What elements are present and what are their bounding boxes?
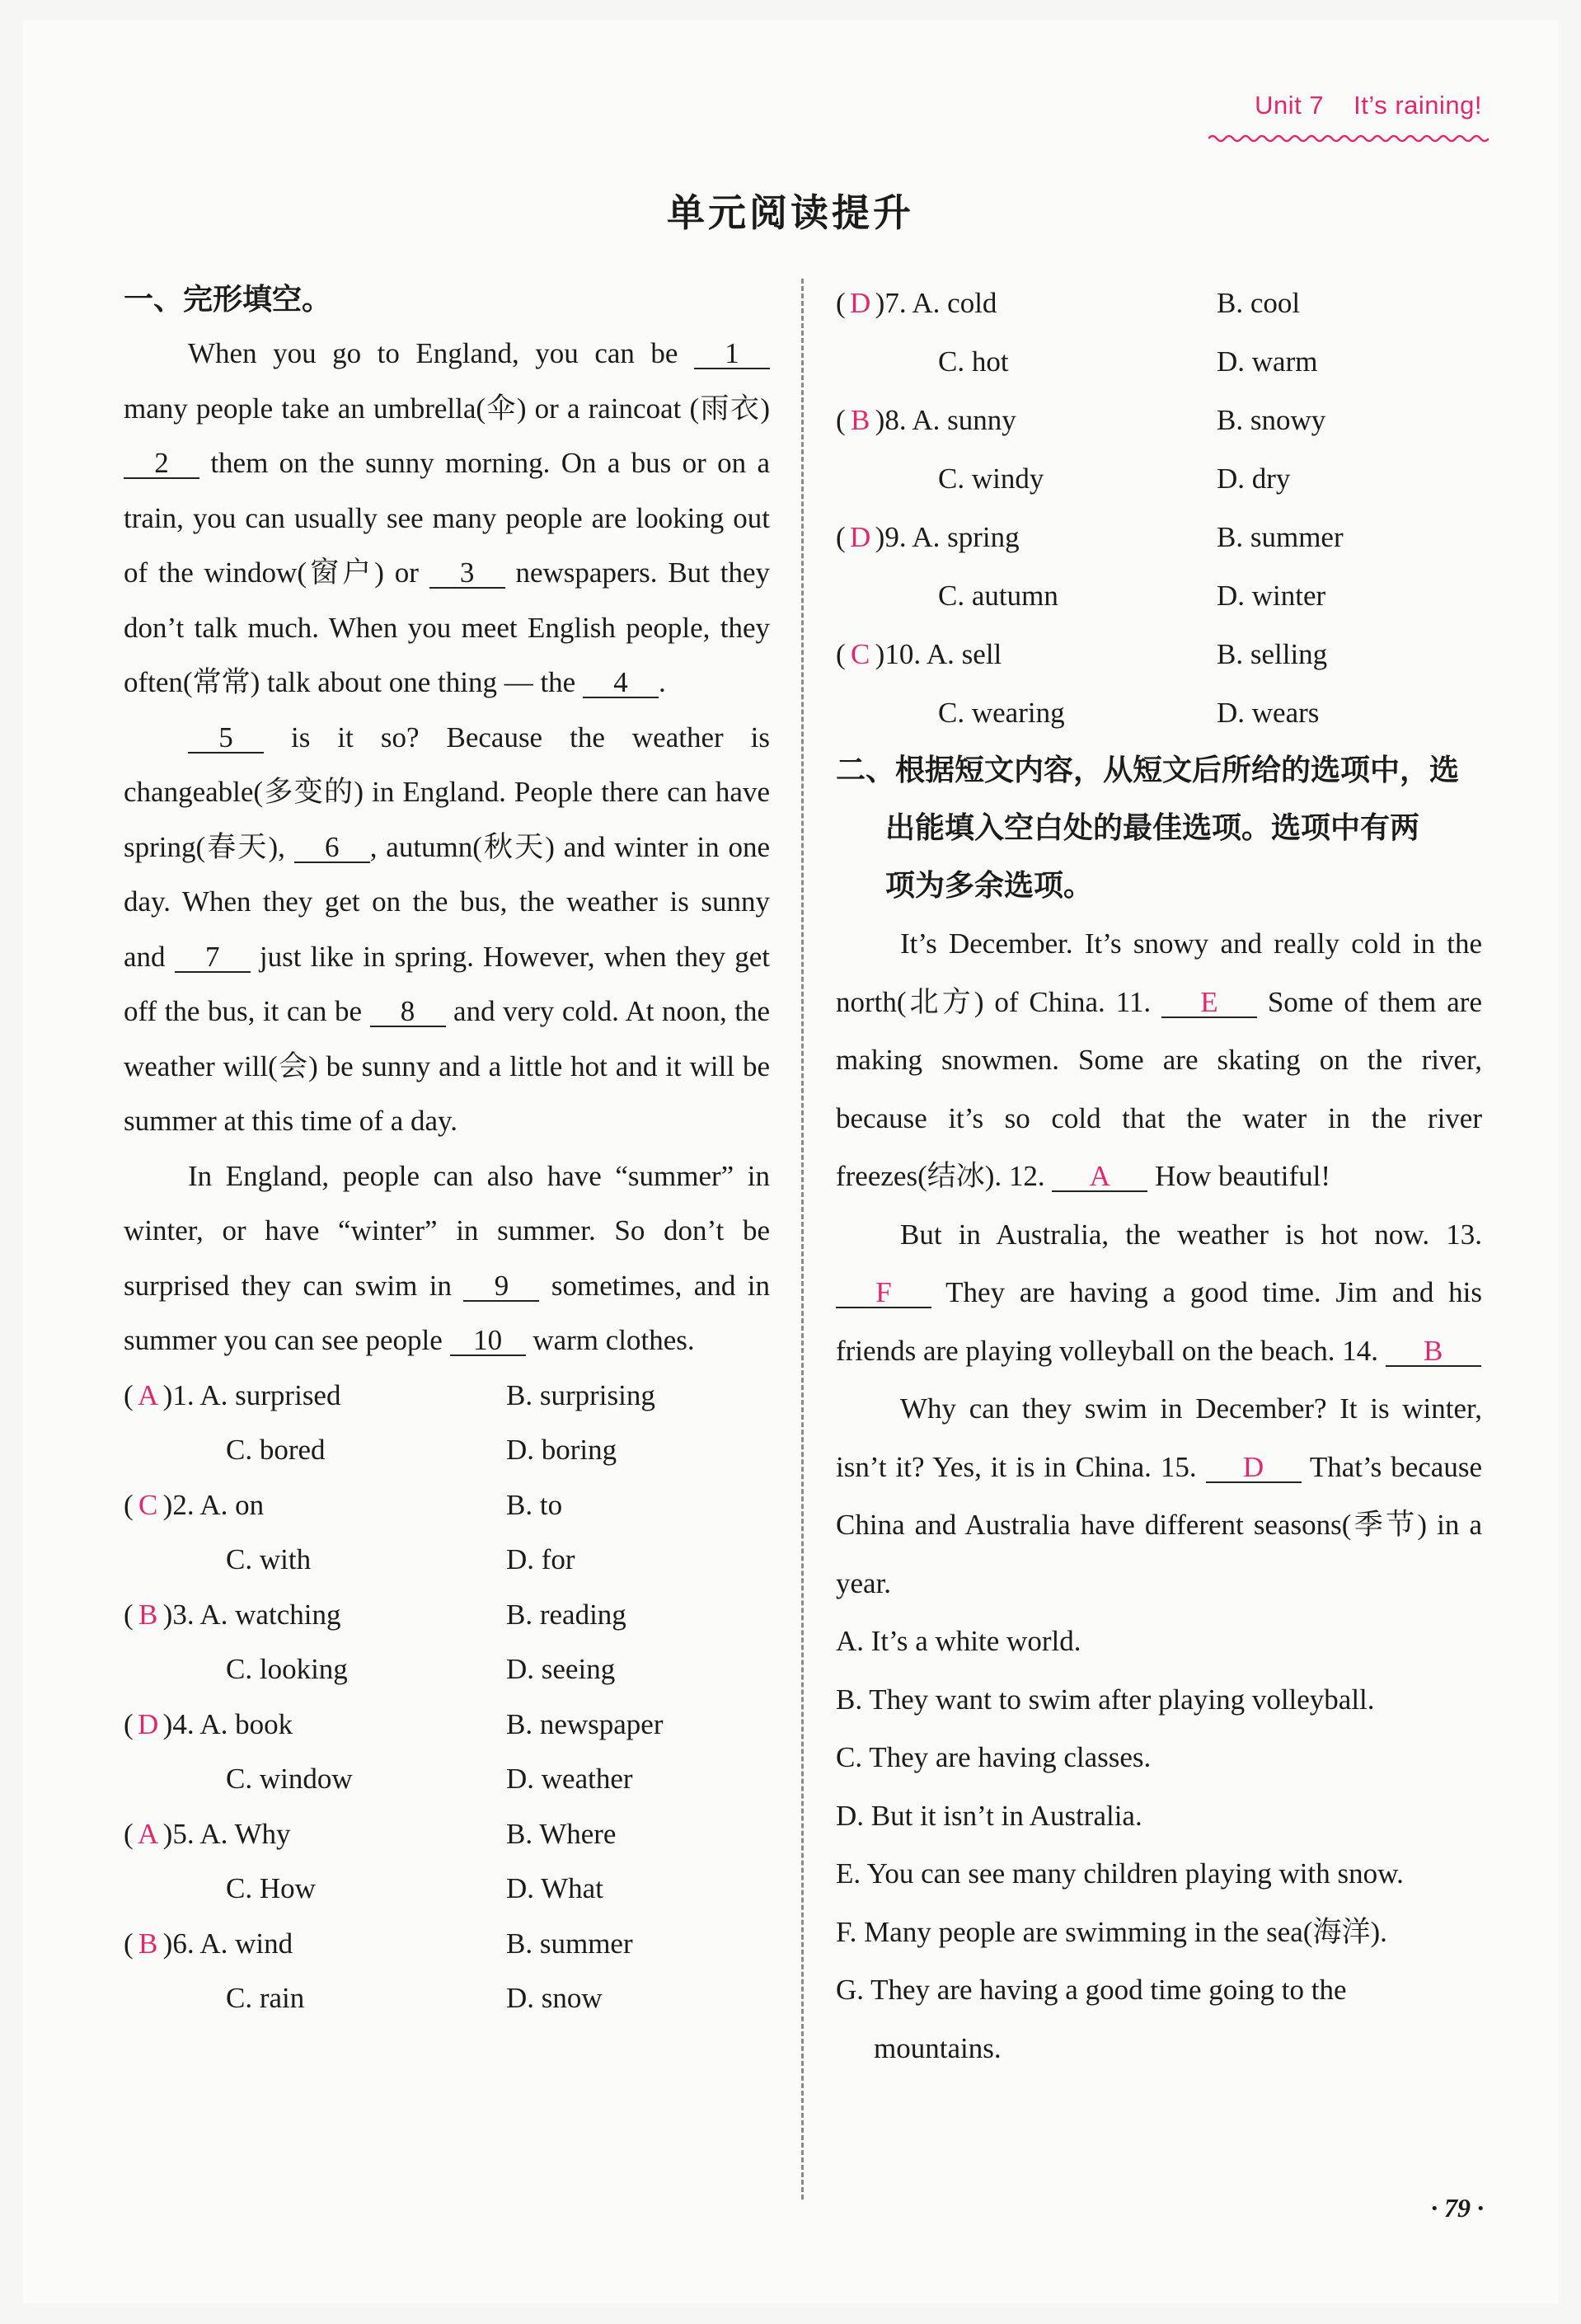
answer-letter: B [850, 404, 870, 436]
paren-close: ) [875, 287, 885, 319]
paren-close: ) [162, 1378, 173, 1411]
question-row [124, 1807, 770, 1862]
question-stem: ( D )9. A. spring [836, 508, 1020, 566]
column-divider [801, 279, 804, 2200]
answer-blank: A [1052, 1162, 1147, 1192]
option-b: B. summer [506, 1927, 633, 1960]
question-6 [124, 1917, 770, 2026]
question-stem: ( A )1. A. surprised [124, 1369, 340, 1423]
option-d: D. dry [1217, 462, 1291, 495]
choice-g-continued: mountains. [874, 2031, 1002, 2064]
paren-close: ) [162, 1488, 173, 1521]
option-b: B. reading [506, 1598, 626, 1631]
cloze-paragraph-1: When you go to England, you can be 1 many people take an umbrella(伞) or a raincoat (雨衣) 2 them on the sunny morning. On a bus or on a train, you can usually see many people are looking out of the window(窗户) or 3 newspapers. But they don’t talk much. When you meet English people, they often(常常) talk about one thing — the 4 . [124, 337, 770, 698]
answer-choices [836, 1613, 1482, 2078]
question-stem: ( B )3. A. watching [124, 1588, 340, 1642]
option-c: C. rain [226, 1981, 305, 2014]
blank-4: 4 [583, 669, 659, 698]
answer-blank: B [1386, 1337, 1481, 1367]
cloze-paragraph-2: 5 is it so? Because the weather is changeable(多变的) in England. People there can have spring(春天), 6 , autumn(秋天) and winter in one day. When they get on the bus, the weather is sunny and 7 just like in spring. However, when they get off the bus, it can be 8 and very cold. At noon, the weather will(会) be sunny and a little hot and it will be summer at this time of a day. [124, 721, 770, 1137]
blank-10: 10 [450, 1326, 526, 1356]
header-wave-decoration [1208, 132, 1489, 145]
question-10 [836, 625, 1482, 742]
page-number: · 79 · [1431, 2193, 1484, 2223]
paren-open: ( [836, 404, 846, 436]
option-b: B. snowy [1217, 404, 1326, 436]
option-b: B. summer [1217, 521, 1344, 553]
paren-close: ) [875, 638, 885, 670]
paren-close: ) [162, 1707, 173, 1740]
answer-letter: B [138, 1927, 158, 1960]
paren-open: ( [124, 1707, 134, 1740]
option-d: D. winter [1217, 580, 1326, 612]
option-c: C. wearing [938, 697, 1065, 729]
option-b: B. to [506, 1488, 563, 1521]
paren-open: ( [836, 521, 846, 553]
question-stem: ( B )6. A. wind [124, 1917, 293, 1971]
option-c: C. windy [938, 462, 1044, 495]
option-c: C. autumn [938, 580, 1058, 612]
paren-close: ) [162, 1817, 173, 1850]
question-stem: ( D )7. A. cold [836, 274, 997, 332]
paren-open: ( [124, 1927, 134, 1960]
answer-letter: B [138, 1598, 158, 1631]
question-row [124, 1917, 770, 1971]
question-row [124, 1971, 770, 2026]
question-row [836, 391, 1482, 449]
reading-paragraph-3: Why can they swim in December? It is winter, isn’t it? Yes, it is in China. 15. D That’s because China and Australia have different seasons(季节) in a year. [836, 1392, 1482, 1599]
question-row [836, 566, 1482, 625]
paren-open: ( [124, 1817, 134, 1850]
option-c: C. with [226, 1542, 312, 1575]
answer-letter: C [850, 638, 870, 670]
right-column [836, 274, 1482, 2078]
choice-b: B. They want to swim after playing volleyball. [836, 1683, 1375, 1716]
answer-blank: E [1161, 988, 1257, 1018]
paren-open: ( [836, 287, 846, 319]
option-b: B. cool [1217, 287, 1301, 319]
section2-heading-line1: 二、根据短文内容，从短文后所给的选项中，选 [836, 754, 1460, 787]
option-d: D. boring [506, 1433, 617, 1466]
question-row [836, 332, 1482, 391]
unit-header [1255, 91, 1482, 120]
question-stem: ( D )4. A. book [124, 1697, 293, 1752]
question-3 [124, 1588, 770, 1697]
option-b: B. selling [1217, 638, 1328, 670]
question-stem: ( A )5. A. Why [124, 1807, 291, 1862]
section2-heading-line3: 项为多余选项。 [885, 869, 1094, 903]
section2-heading-line2: 出能填入空白处的最佳选项。选项中有两 [885, 811, 1420, 845]
question-row [124, 1862, 770, 1916]
answer-letter: A [138, 1817, 159, 1850]
option-d: D. What [506, 1871, 603, 1904]
choice-g: G. They are having a good time going to the [836, 1974, 1347, 2006]
answer-letter: D [850, 521, 871, 553]
question-9 [836, 508, 1482, 625]
cloze-paragraph-3: In England, people can also have “summer” in winter, or have “winter” in summer. So don’t be surprised they can swim in 9 sometimes, and in summer you can see people 10 warm clothes. [124, 1159, 770, 1356]
option-c: C. looking [226, 1652, 348, 1685]
answer-letter: A [138, 1378, 159, 1411]
question-2 [124, 1478, 770, 1588]
option-c: C. hot [938, 345, 1009, 378]
question-row [124, 1588, 770, 1642]
option-c: C. window [226, 1762, 353, 1795]
option-d: D. for [506, 1542, 575, 1575]
answer-blank: D [1206, 1453, 1302, 1483]
option-c: C. bored [226, 1433, 326, 1466]
question-row [124, 1642, 770, 1697]
question-7 [836, 274, 1482, 391]
option-d: D. seeing [506, 1652, 616, 1685]
reading-paragraph-2: But in Australia, the weather is hot now. 13. F They are having a good time. Jim and his friends are playing volleyball on the beach. 14. B [836, 1218, 1482, 1367]
choice-a: A. It’s a white world. [836, 1625, 1081, 1657]
paren-close: ) [162, 1927, 173, 1960]
option-b: B. surprising [506, 1378, 655, 1411]
option-d: D. snow [506, 1981, 603, 2014]
question-row [836, 274, 1482, 332]
blank-2: 2 [124, 449, 199, 479]
blank-3: 3 [429, 559, 505, 589]
question-stem: ( C )2. A. on [124, 1478, 264, 1533]
unit-subtitle: It’s raining! [1353, 91, 1482, 120]
blank-6: 6 [294, 833, 370, 863]
question-row [836, 449, 1482, 508]
section2-heading [836, 742, 1482, 915]
question-4 [124, 1697, 770, 1807]
left-column [124, 274, 770, 2026]
paren-open: ( [836, 638, 846, 670]
option-d: D. weather [506, 1762, 633, 1795]
cloze-questions-left [124, 1369, 770, 2026]
question-8 [836, 391, 1482, 508]
question-row [836, 508, 1482, 566]
question-stem: ( C )10. A. sell [836, 625, 1002, 683]
question-1 [124, 1369, 770, 1478]
option-b: B. Where [506, 1817, 617, 1850]
page-title: 单元阅读提升 [667, 190, 914, 235]
blank-1: 1 [694, 340, 770, 369]
paren-close: ) [875, 521, 885, 553]
answer-letter: D [138, 1707, 159, 1740]
option-d: D. wears [1217, 697, 1320, 729]
choice-f: F. Many people are swimming in the sea(海洋). [836, 1915, 1387, 1948]
option-d: D. warm [1217, 345, 1318, 378]
paren-open: ( [124, 1488, 134, 1521]
question-row [836, 625, 1482, 683]
question-row [124, 1369, 770, 1423]
section1-heading: 一、完形填空。 [124, 283, 332, 317]
question-row [124, 1423, 770, 1477]
answer-letter: C [138, 1488, 158, 1521]
cloze-questions-right [836, 274, 1482, 742]
question-row [124, 1697, 770, 1752]
blank-5: 5 [188, 724, 264, 754]
paren-close: ) [162, 1598, 173, 1631]
paren-open: ( [124, 1598, 134, 1631]
paren-open: ( [124, 1378, 134, 1411]
question-row [124, 1533, 770, 1587]
paren-close: ) [875, 404, 885, 436]
unit-label: Unit 7 [1255, 91, 1325, 120]
question-row [836, 683, 1482, 742]
choice-d: D. But it isn’t in Australia. [836, 1799, 1142, 1832]
blank-9: 9 [463, 1272, 539, 1302]
blank-7: 7 [175, 943, 251, 973]
option-c: C. How [226, 1871, 316, 1904]
question-row [124, 1478, 770, 1533]
option-b: B. newspaper [506, 1707, 664, 1740]
blank-8: 8 [370, 998, 446, 1027]
answer-blank: F [836, 1279, 931, 1308]
question-5 [124, 1807, 770, 1917]
answer-letter: D [850, 287, 871, 319]
choice-c: C. They are having classes. [836, 1741, 1152, 1773]
question-stem: ( B )8. A. sunny [836, 391, 1016, 449]
question-row [124, 1752, 770, 1806]
choice-e: E. You can see many children playing with snow. [836, 1857, 1404, 1890]
reading-paragraph-1: It’s December. It’s snowy and really cold in the north(北方) of China. 11. E Some of them are making snowmen. Some are skating on the river, because it’s so cold that the water in the river freezes(结冰). 12. A How beautiful! [836, 927, 1482, 1192]
